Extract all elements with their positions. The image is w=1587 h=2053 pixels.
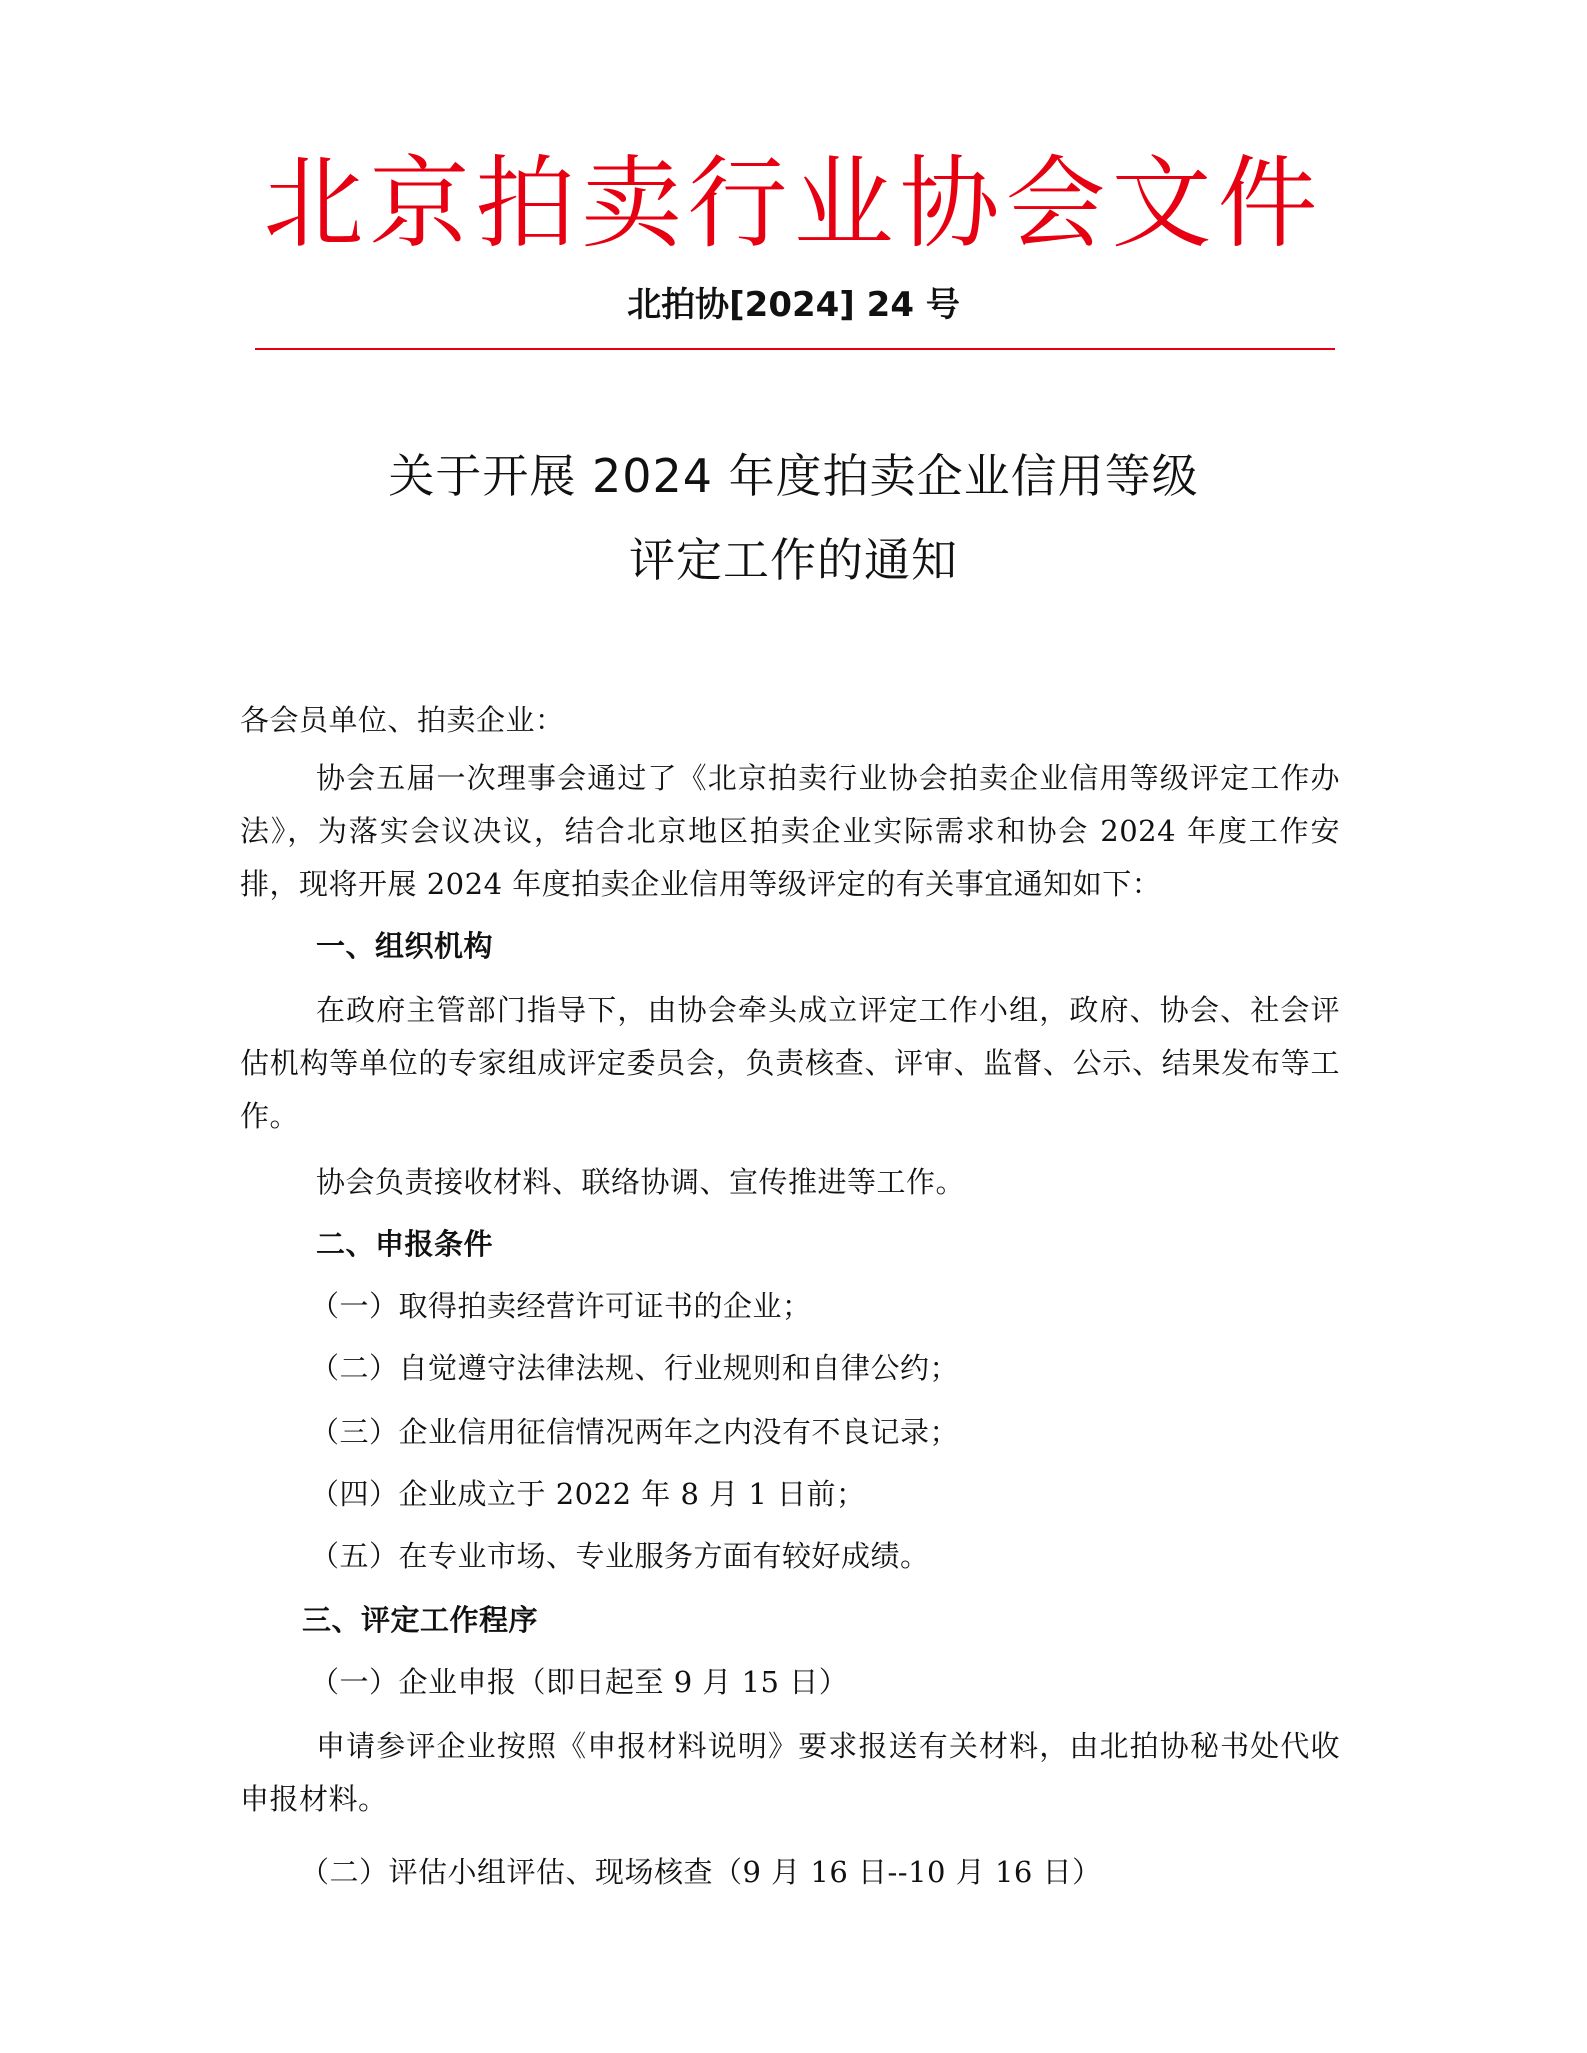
section1-heading: 一、组织机构	[316, 929, 494, 963]
doc-number: 北拍协[2024] 24 号	[627, 285, 960, 325]
section3-heading: 三、评定工作程序	[302, 1603, 539, 1637]
org-title: 北京拍卖行业协会文件	[263, 145, 1324, 262]
condition-item: （五）在专业市场、专业服务方面有较好成绩。	[310, 1539, 930, 1573]
intro-paragraph: 协会五届一次理事会通过了《北京拍卖行业协会拍卖企业信用等级评定工作办法》，为落实会议决议，结合北京地区拍卖企业实际需求和协会 2024 年度工作安排，现将开展 2024 年度拍卖企业信用等级评定的有关事宜通知如下：	[240, 761, 1340, 901]
condition-item: （一）取得拍卖经营许可证书的企业；	[310, 1289, 812, 1323]
section1-paragraph-2: 协会负责接收材料、联络协调、宣传推进等工作。	[316, 1165, 966, 1199]
notice-title-line1: 关于开展 2024 年度拍卖企业信用等级	[388, 449, 1199, 503]
red-divider	[255, 348, 1335, 350]
section2-heading: 二、申报条件	[316, 1227, 494, 1261]
section1-paragraph: 在政府主管部门指导下，由协会牵头成立评定工作小组，政府、协会、社会评估机构等单位的专家组成评定委员会，负责核查、评审、监督、公示、结果发布等工作。	[240, 993, 1340, 1133]
salutation: 各会员单位、拍卖企业：	[240, 703, 565, 737]
notice-title-line2: 评定工作的通知	[629, 533, 958, 587]
procedure-step: （一）企业申报（即日起至 9 月 15 日）	[310, 1665, 849, 1699]
condition-item: （二）自觉遵守法律法规、行业规则和自律公约；	[310, 1351, 960, 1385]
condition-item: （三）企业信用征信情况两年之内没有不良记录；	[310, 1415, 960, 1449]
condition-item: （四）企业成立于 2022 年 8 月 1 日前；	[310, 1477, 866, 1511]
procedure-step: （二）评估小组评估、现场核查（9 月 16 日--10 月 16 日）	[300, 1855, 1102, 1889]
procedure-step-description: 申请参评企业按照《申报材料说明》要求报送有关材料，由北拍协秘书处代收申报材料。	[240, 1729, 1340, 1816]
